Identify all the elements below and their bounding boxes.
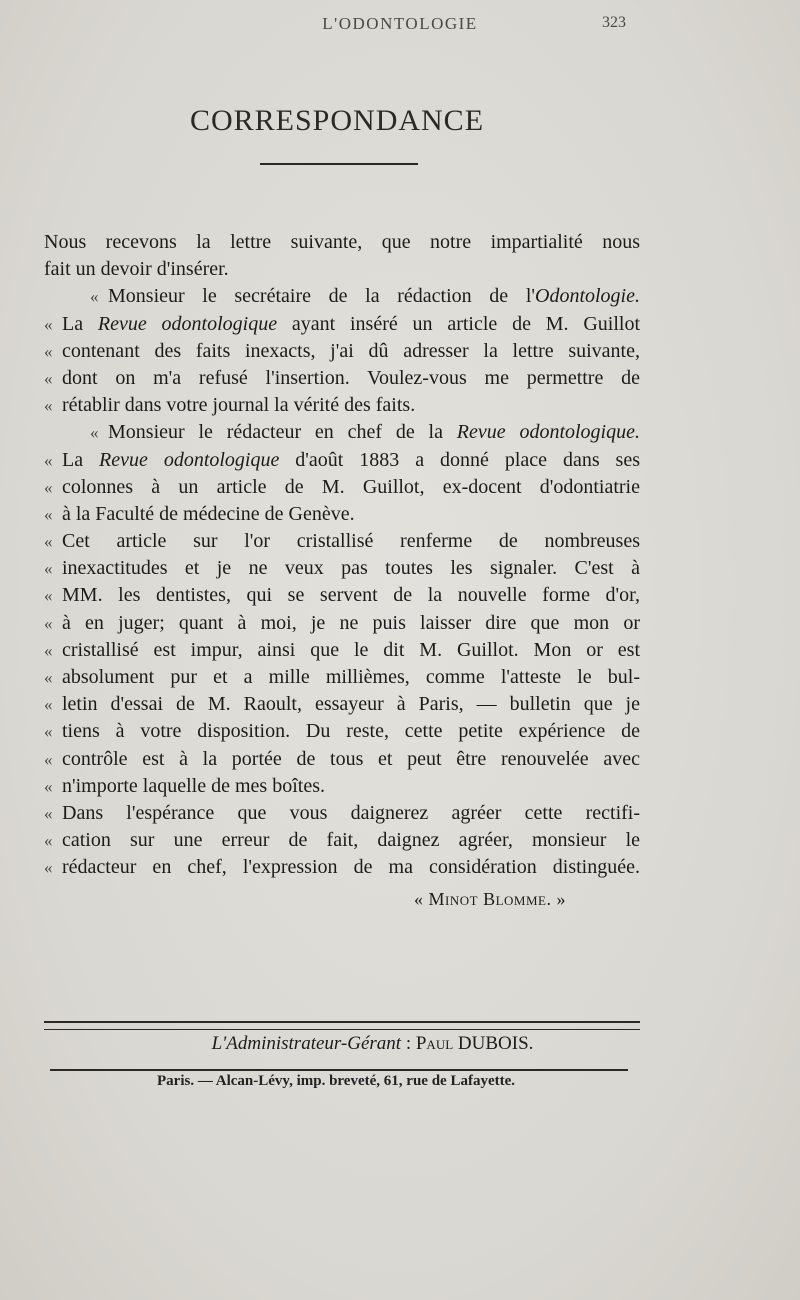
- footer-rule: [50, 1069, 628, 1071]
- text-line: « MM. les dentistes, qui se servent de la nouvelle forme d'or,: [44, 584, 640, 607]
- footer-double-rule: [44, 1021, 640, 1030]
- text-line: « cation sur une erreur de fait, daignez agréer, monsieur le: [44, 829, 640, 852]
- text-line: « contenant des faits inexacts, j'ai dû adresser la lettre suivante,: [44, 339, 640, 362]
- printer-imprint: Paris. — Alcan-Lévy, imp. breveté, 61, rue de Lafayette.: [157, 1073, 515, 1089]
- running-header: L'ODONTOLOGIE: [322, 14, 478, 33]
- text-line: « Monsieur le rédacteur en chef de la Revue odontologique.: [90, 421, 640, 444]
- text-line: « La Revue odontologique d'août 1883 a donné place dans ses: [44, 448, 640, 471]
- administrator-first-name: Paul: [415, 1033, 454, 1054]
- text-line: « contrôle est à la portée de tous et peut être renouvelée avec: [44, 747, 640, 770]
- article-body: [44, 229, 640, 882]
- text-line: « tiens à votre disposition. Du reste, cette petite expérience de: [44, 720, 640, 743]
- text-line: fait un devoir d'insérer.: [44, 258, 229, 281]
- text-line: Nous recevons la lettre suivante, que notre impartialité nous: [44, 231, 640, 253]
- text-line: « letin d'essai de M. Raoult, essayeur à Paris, — bulletin que je: [44, 693, 640, 716]
- page-number: 323: [602, 14, 626, 31]
- administrator-separator: :: [401, 1033, 416, 1054]
- text-line: « colonnes à un article de M. Guillot, ex-docent d'odontiatrie: [44, 475, 640, 498]
- text-line: « n'importe laquelle de mes boîtes.: [44, 774, 325, 797]
- administrator-name: DUBOIS.: [457, 1033, 534, 1054]
- text-line: « Monsieur le secrétaire de la rédaction de l'Odontologie.: [90, 285, 640, 308]
- text-line: « rétablir dans votre journal la vérité des faits.: [44, 394, 416, 417]
- text-line: « à en juger; quant à moi, je ne puis laisser dire que mon or: [44, 611, 640, 634]
- text-line: « à la Faculté de médecine de Genève.: [44, 502, 355, 525]
- text-line: « inexactitudes et je ne veux pas toutes les signaler. C'est à: [44, 557, 640, 580]
- text-line: « La Revue odontologique ayant inséré un article de M. Guillot: [44, 312, 641, 335]
- text-line: « dont on m'a refusé l'insertion. Voulez-vous me permettre de: [44, 366, 640, 389]
- text-line: « rédacteur en chef, l'expression de ma considération distinguée.: [44, 856, 640, 879]
- text-line: « cristallisé est impur, ainsi que le dit M. Guillot. Mon or est: [44, 638, 640, 661]
- text-line: « Dans l'espérance que vous daignerez agréer cette rectifi-: [44, 801, 640, 824]
- text-line: « Cet article sur l'or cristallisé renferme de nombreuses: [44, 530, 640, 553]
- title-rule: [260, 163, 418, 165]
- text-line: « absolument pur et a mille millièmes, comme l'atteste le bul-: [44, 666, 640, 688]
- administrator-line: [0, 1033, 745, 1055]
- administrator-label: L'Administrateur-Gérant: [211, 1033, 402, 1054]
- article-title: CORRESPONDANCE: [189, 104, 485, 137]
- letter-signature: « Minot Blomme. »: [414, 889, 566, 909]
